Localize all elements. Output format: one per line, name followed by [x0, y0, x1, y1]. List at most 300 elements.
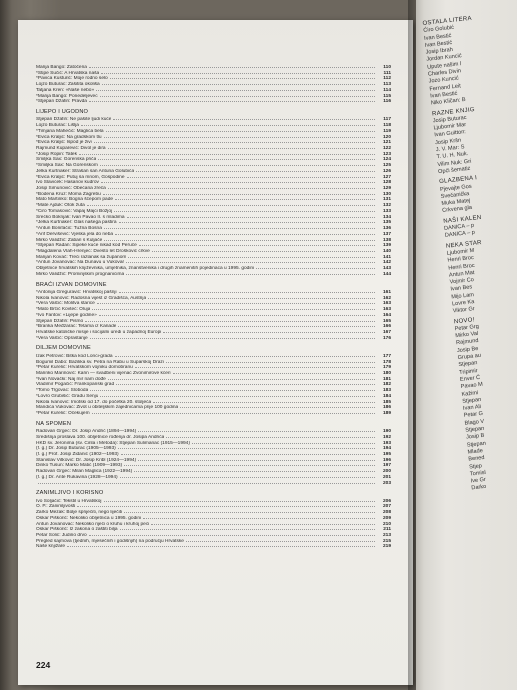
toc-entry-title: Oskar Piškorić: Iz zakona o zaštiti bilja	[36, 527, 118, 533]
toc-entry-title: Radovan Grgec: Dr. Josip Andrić (1894—1994)	[36, 429, 137, 435]
toc-entry-title: Jelka Kurtnaker: Strašan san Antuna Golubića	[36, 168, 135, 174]
right-page-line: Mlade	[467, 447, 484, 456]
dot-leader	[124, 512, 375, 513]
toc-page-number: 207	[382, 504, 391, 510]
toc-page-number: 143	[382, 266, 391, 272]
toc-entry-title: *Petar Kurelić: Očekujem	[36, 410, 90, 416]
right-page-text	[422, 7, 517, 494]
toc-page-number: 111	[383, 70, 391, 76]
dot-leader	[138, 431, 375, 432]
toc-page-number: 186	[382, 405, 391, 411]
section-heading: ZANIMLJIVO I KORISNO	[36, 490, 104, 497]
toc-page-number: 137	[382, 231, 391, 237]
dot-leader	[101, 73, 375, 74]
toc-page-number: 116	[383, 99, 391, 105]
dot-leader	[118, 448, 375, 449]
toc-page-number: 210	[382, 521, 391, 527]
toc-page-number: 141	[382, 254, 391, 260]
toc-page-number: 115	[383, 93, 391, 99]
toc-page-number: 124	[382, 157, 391, 163]
toc-page-number: 144	[382, 271, 391, 277]
toc-entry-title: *Tomo Trgovac: Sloboda	[36, 388, 89, 394]
toc-entry-title: Ivo Slavicek: Hasanov kudrov	[36, 180, 99, 186]
dot-leader	[96, 90, 375, 91]
dot-leader	[126, 274, 375, 275]
toc-entry-title: Mirko Validžić: Zabari s Kuljače	[36, 237, 103, 243]
right-page-line: Stjepan	[462, 396, 482, 405]
toc-page-number: 193	[382, 440, 391, 446]
dot-leader	[106, 131, 375, 132]
toc-entry-title: Hrvatske katoličke misije i socijalni uredi u zapadnoj Europi	[36, 329, 162, 335]
dot-leader	[127, 177, 375, 178]
toc-entry-title: Mandica Vukovac: Život u obiteljskim zajednicama prije 100 godina	[36, 405, 179, 411]
right-page-heading: OSTALA LITERA	[422, 15, 473, 27]
dot-leader	[163, 332, 375, 333]
toc-entry-title: Marinko Marinović: Karin — svadbeni vijenac Zvonimirove kćeri	[36, 370, 171, 376]
toc-page-number: 206	[382, 498, 391, 504]
dot-leader	[124, 465, 375, 466]
toc-page-number: 167	[382, 329, 391, 335]
dot-leader	[90, 338, 375, 339]
right-page-line: Tomisl	[469, 469, 487, 478]
right-page-line: Mirko Val	[455, 331, 479, 340]
toc-page-number: 185	[382, 399, 391, 405]
dot-leader	[89, 101, 375, 102]
toc-page-number: 219	[382, 544, 391, 550]
right-page-line: Henri Broc	[447, 255, 475, 264]
toc-entry-title: Središnja proslava 100. obljetnice rođenja dr. Josipa Andrića	[36, 434, 165, 440]
right-page-line: Darko	[471, 484, 487, 492]
toc-entry-title: Ivo Soljačić: Tekstil u Hrvatskoj	[36, 498, 102, 504]
dot-leader	[92, 413, 375, 414]
toc-page-number: 208	[382, 510, 391, 516]
toc-entry-title: *Vera Valčić: Oprastanje	[36, 335, 88, 341]
toc-entry-title: Nikola Ivanović: Radosna vijest iz Gradišća, Austrija	[36, 295, 147, 301]
toc-entry-title: *Ivo Fantov: «Lijepe godine»	[36, 312, 97, 318]
toc-entry-title: *Magdalena Vlah-Hrenjec: Dvesto let Drošković crkve	[36, 248, 150, 254]
dot-leader	[121, 454, 375, 455]
toc-entry-title: *Arif Dervišević: Vjeska jela do neba	[36, 231, 114, 237]
toc-entry-title: Radovan Grgec: Milan Maglica (1922—1994)	[36, 469, 133, 475]
toc-page-number: 195	[382, 451, 391, 457]
toc-entry	[36, 411, 391, 417]
toc-page-number: 163	[382, 307, 391, 313]
toc-entry-title: Oskar Piškorić: Nekoliko obljetnica u 1995. godini	[36, 515, 142, 521]
toc-page-number: 200	[382, 469, 391, 475]
right-page-line: Vilim Nuk: Gri	[437, 158, 472, 168]
toc-entry-title: *Josip Ropin: Tatek	[36, 151, 77, 157]
toc-page-number: 190	[382, 429, 391, 435]
dot-leader	[38, 483, 375, 484]
left-page	[18, 20, 413, 685]
dot-leader	[87, 205, 375, 206]
dot-leader	[115, 356, 375, 357]
right-page-line: Ljubomir Mar	[433, 122, 467, 132]
dot-leader	[77, 506, 375, 507]
right-page-line: Bened	[468, 455, 485, 463]
dot-leader	[79, 154, 375, 155]
right-page-line: DANICA – p	[443, 222, 475, 232]
toc-page-number: 139	[382, 243, 391, 249]
right-page-line: Henri Broc	[447, 262, 475, 272]
toc-page-number: 134	[382, 214, 391, 220]
dot-leader	[81, 125, 375, 126]
toc-entry	[36, 336, 391, 342]
dot-leader	[98, 159, 375, 160]
right-page-line: Ivan Bestić	[424, 39, 453, 49]
dot-leader	[104, 501, 376, 502]
right-page-line: Ivan Bestić	[429, 90, 458, 100]
toc-entry-title: Obljetnice hrvatskih književnika, umjetnika, znanstvenika i drugih znamenitih pojedinaca u 1995. godini	[36, 266, 255, 272]
page-number: 224	[36, 660, 51, 670]
toc-page-number: 182	[382, 382, 391, 388]
right-page-line: Stjep	[468, 462, 483, 471]
toc-page-number: 119	[383, 128, 391, 134]
dot-leader	[85, 321, 375, 322]
toc-entry-title: Mato Martinko: Bogna ščepom pade	[36, 197, 114, 203]
toc-entry-title: *Ivan Novački: Naj mir nam dođe	[36, 376, 106, 382]
dot-leader	[138, 460, 375, 461]
dot-leader	[100, 96, 375, 97]
toc-entry-title: *Smiljka Sax: Na Gorenskom	[36, 163, 98, 169]
toc-page-number: 211	[383, 527, 391, 533]
dot-leader	[120, 477, 375, 478]
toc-entry-title: *Evica Kraljić: Na gradskom tlu	[36, 134, 102, 140]
toc-entry-title: Izak Petrović: Bitka kod Lonci-grada	[36, 353, 113, 359]
toc-page-number: 197	[382, 463, 391, 469]
right-page-line: Mijo Lam	[451, 291, 475, 301]
toc-entry-title: Marija Bango: Zatočena	[36, 65, 87, 70]
toc-entry-title: Smiljka Sax: Gorenska priča	[36, 157, 97, 163]
right-page	[416, 0, 517, 690]
toc-entry-title: Josip Šimunović: Obećana zreča	[36, 186, 106, 192]
toc-entry-title: *Stjepan Radan: Sipeke kuće nikad kod Peruče	[36, 243, 137, 249]
toc-entry-title: *Marija Bango: Ponedeljevec	[36, 93, 98, 99]
toc-page-number: 180	[382, 370, 391, 376]
dot-leader	[89, 67, 375, 68]
toc-page-number: 181	[382, 376, 391, 382]
dot-leader	[108, 148, 375, 149]
dot-leader	[103, 194, 375, 195]
toc-entry	[36, 99, 391, 105]
right-page-line: Petar Grg	[454, 323, 480, 333]
right-page-line: Ivan Guitton:	[434, 129, 467, 139]
toc-entry-title: (f. g.) Prof. Josip Židanić (1902—1993)	[36, 451, 119, 457]
toc-entry-title: *Ciro Tomasović: Vapaj Majci Božjoj	[36, 208, 113, 214]
dot-leader	[102, 84, 375, 85]
dot-leader	[113, 119, 375, 120]
right-page-line: Niko Kličan: B	[430, 97, 466, 107]
right-page-line: Enver Ć	[459, 374, 481, 383]
toc-page-number: 163	[382, 301, 391, 307]
right-page-heading: NAŠI KALEN	[443, 214, 482, 225]
toc-entry-title: *Stjepan Džafiri: Pravda	[36, 99, 87, 105]
section-heading: NA SPOMEN	[36, 420, 72, 427]
right-page-line: Ivan Ali	[462, 404, 482, 412]
toc-entry	[36, 544, 391, 550]
dot-leader	[108, 379, 375, 380]
right-page-line: Stjepan	[465, 425, 485, 434]
toc-page-number: 135	[382, 220, 391, 226]
toc-entry-title: *Timjana Mahečić: Maglica bela	[36, 128, 104, 134]
right-page-line: Jordan Kuncić	[426, 53, 463, 64]
toc-entry-title: Nikola Ivanović: Imotski od 17. do početka 20. stoljeća	[36, 399, 152, 405]
dot-leader	[119, 292, 375, 293]
dot-leader	[135, 367, 375, 368]
right-page-line: Josip Ibrah	[425, 47, 454, 56]
dot-leader	[134, 471, 375, 472]
section-heading: LIJEPO I UGODNO	[36, 109, 89, 116]
dot-leader	[97, 303, 375, 304]
toc-page-number: 136	[382, 226, 391, 232]
toc-page-number: 110	[383, 65, 391, 70]
dot-leader	[115, 199, 375, 200]
toc-page-number: 209	[382, 515, 391, 521]
right-page-line: Viktor Gr	[452, 306, 476, 315]
dot-leader	[126, 262, 375, 263]
right-page-line: Charles Divin	[427, 68, 462, 78]
dot-leader	[256, 268, 375, 269]
right-page-line: Ivan Bestić	[423, 32, 452, 42]
dot-leader	[94, 142, 375, 143]
toc-entry-title: HKD sv. Jeronima (sv. Ćirila i Metoda): Stjepan Sulimanac (1915—1994)	[36, 440, 190, 446]
dot-leader	[118, 326, 375, 327]
toc-entry-title: Naše knjižare	[36, 544, 66, 550]
toc-page-number: 184	[382, 393, 391, 399]
right-page-line: Crkvena gla	[442, 205, 473, 215]
toc-page-number: 189	[382, 410, 391, 416]
dot-leader	[136, 171, 375, 172]
toc-page-number: 113	[383, 82, 391, 88]
toc-entry	[36, 481, 391, 487]
toc-entry-title: *Antonija Greguravić: Hrvatskoj pašnji	[36, 289, 117, 295]
toc-entry-title: *Evica Kraljić: Putuj sa mnom, Gospodine	[36, 174, 125, 180]
toc-entry-title: Srećko Boknjak: Ivan Pavao II. s mladima	[36, 214, 125, 220]
right-page-line: Muka Matej	[441, 198, 471, 208]
toc-entry-title: Antun Jovanovac: Nekoliko riječi o kruhu i kruhoj peći	[36, 521, 150, 527]
toc-entry-title: *Mate Ajduk: Otok žuta	[36, 203, 85, 209]
right-page-line: Stjepan	[458, 360, 478, 369]
toc-entry-title: *Petar Kurelić: Hrvatskom vojniku domobranu	[36, 365, 133, 371]
right-page-line: Ćiro Golubić	[423, 25, 455, 35]
toc-page-number: 121	[382, 140, 391, 146]
toc-entry-title: *Jelka Kurtnaker: Glas našega pastira	[36, 220, 117, 226]
dot-leader	[104, 137, 375, 138]
toc-entry-title: Lojzo Buturac: Lišlja	[36, 123, 79, 129]
dot-leader	[104, 240, 375, 241]
dot-leader	[99, 315, 375, 316]
right-page-line: Ive Gr	[470, 476, 487, 485]
dot-leader	[166, 437, 375, 438]
section-heading: DILJEM DOMOVINE	[36, 345, 91, 352]
toc-page-number: 112	[383, 76, 391, 82]
toc-page-number: 178	[382, 359, 391, 365]
dot-leader	[101, 182, 375, 183]
toc-page-number: 162	[382, 295, 391, 301]
right-page-line: Ivan Bes	[450, 284, 473, 293]
toc-entry-title: Dinko Tusun: Marko Matić (1909—1993)	[36, 463, 123, 469]
toc-entry-title: Stjepan Džafiri: Ne pašite ljudi kuće	[36, 117, 112, 123]
right-page-line: Josip B	[465, 433, 485, 441]
toc-page-number: 125	[382, 163, 391, 169]
toc-page-number: 177	[382, 353, 391, 359]
right-page-line: Pavao M	[460, 381, 484, 391]
toc-page-number: 133	[382, 208, 391, 214]
right-page-line: Opći šematiz	[437, 165, 471, 176]
toc-entry-title: Pregled sajmova (tjednih, mjesečnih i godišnjih) na području Hrvatske	[36, 538, 184, 544]
table-of-contents	[36, 65, 391, 550]
toc-entry-title: Tatjana Kren: «Naše nebo»	[36, 87, 95, 93]
toc-entry-title: *Vera Valčić: Molitva starice	[36, 301, 95, 307]
toc-entry-title: *Mato Brčić Kovteć: Oluja	[36, 307, 91, 313]
dot-leader	[110, 78, 375, 79]
dot-leader	[90, 390, 375, 391]
toc-page-number: 120	[382, 134, 391, 140]
dot-leader	[114, 211, 375, 212]
toc-page-number: 176	[382, 335, 391, 341]
toc-page-number: 130	[382, 191, 391, 197]
dot-leader	[89, 535, 375, 536]
right-page-line: Josip Buturac	[432, 114, 467, 125]
toc-page-number: 138	[382, 237, 391, 243]
toc-page-number: 129	[382, 186, 391, 192]
toc-entry-title: Lojzo Buturac: Zašitita okoliša	[36, 82, 100, 88]
dot-leader	[100, 396, 375, 397]
right-page-heading: GLAZBENA I	[438, 175, 478, 186]
right-page-line: Stjepan	[466, 440, 487, 449]
dot-leader	[115, 234, 375, 235]
dot-leader	[143, 518, 375, 519]
toc-page-number: 213	[382, 532, 391, 538]
toc-page-number: 142	[382, 260, 391, 266]
dot-leader	[67, 546, 375, 547]
dot-leader	[108, 188, 375, 189]
dot-leader	[104, 228, 375, 229]
toc-entry-title: (f. g.) Dr. Ante Rukavina (1928—1994)	[36, 474, 118, 480]
dot-leader	[116, 384, 375, 385]
toc-page-number: 215	[382, 538, 391, 544]
right-page-line: Grupa au	[457, 352, 482, 362]
dot-leader	[152, 251, 375, 252]
right-page-line: Rajmund	[455, 338, 479, 347]
right-page-line: Antun Mat	[448, 269, 475, 279]
dot-leader	[153, 402, 375, 403]
toc-entry-title: *Stipe Sučić: A Hrvatska naša	[36, 70, 100, 76]
toc-page-number: 164	[382, 312, 391, 318]
right-page-line: Kažimi	[461, 389, 479, 398]
right-page-heading: NOVO!	[453, 316, 475, 325]
dot-leader	[173, 373, 375, 374]
toc-entry-title: *Evica Kraljić: Ispod je živi	[36, 140, 92, 146]
dot-leader	[186, 541, 375, 542]
toc-page-number: 179	[382, 365, 391, 371]
toc-entry-title: O. P.: Zanimljivosti	[36, 504, 76, 510]
dot-leader	[166, 362, 375, 363]
toc-entry	[36, 272, 391, 278]
dot-leader	[151, 524, 375, 525]
toc-page-number: 128	[382, 180, 391, 186]
toc-page-number: 203	[382, 480, 391, 486]
toc-page-number: 196	[382, 457, 391, 463]
toc-entry-title: Petar Solić: Judino drvo	[36, 532, 87, 538]
section-heading: BRAĆI IZVAN DOMOVINE	[36, 281, 107, 288]
right-page-line: J. V. Mar: S	[435, 144, 465, 154]
toc-page-number: 192	[382, 434, 391, 440]
right-page-line: Pjevajte Gos	[439, 183, 472, 193]
toc-page-number: 194	[382, 446, 391, 452]
toc-entry-title: *Pavica Kusturić: Moje rodno selo	[36, 76, 108, 82]
toc-entry-title: *Bodena Kruz: Moma Zagrebu	[36, 191, 101, 197]
dot-leader	[139, 245, 375, 246]
right-page-line: Blago V	[464, 418, 485, 427]
toc-entry-title: *Branka Međzarac: Tetama iz Kanade	[36, 324, 117, 330]
right-page-heading: RAZNE KNJIG	[431, 106, 476, 118]
dot-leader	[192, 443, 375, 444]
toc-page-number: 117	[383, 117, 391, 123]
toc-page-number: 131	[382, 197, 391, 203]
toc-entry-title: *Lovro Grubišić: Gradu Senju	[36, 393, 99, 399]
toc-entry-title: Marijan Kovač: Treći razlanak sa županom	[36, 254, 127, 260]
toc-page-number: 166	[382, 324, 391, 330]
toc-entry-title: Stjepan Džafiri: Pismo	[36, 318, 84, 324]
dot-leader	[120, 529, 375, 530]
toc-page-number: 140	[382, 248, 391, 254]
right-page-line: Josip Be	[456, 345, 479, 354]
right-page-line: Vojmir Co	[449, 277, 475, 286]
dot-leader	[92, 309, 375, 310]
dot-leader	[128, 257, 375, 258]
toc-entry-title: *Antun Jovanovac: Na Dunavu u Vukovar	[36, 260, 125, 266]
toc-page-number: 123	[382, 151, 391, 157]
right-page-line: Fernand Leit	[429, 83, 462, 93]
toc-entry-title: Bogumil Dabo: Bazilika sv. Petra na Rabu u Suparskoj Drazi	[36, 359, 164, 365]
toc-page-number: 165	[382, 318, 391, 324]
toc-page-number: 122	[382, 146, 391, 152]
toc-page-number: 161	[382, 289, 391, 295]
right-page-line: Ljubomir M	[446, 247, 475, 257]
dot-leader	[148, 298, 375, 299]
dot-leader	[119, 222, 375, 223]
right-page-line: Lovre Ka	[451, 299, 475, 308]
toc-page-number: 201	[382, 474, 391, 480]
toc-entry-title: Vladimir Pogačić: Frankopanski grad	[36, 382, 115, 388]
right-page-line: T. U. H. Nuk.	[436, 151, 469, 161]
toc-page-number: 114	[383, 87, 391, 93]
right-page-line: Jozo Kuncić	[428, 75, 460, 86]
dot-leader	[180, 407, 375, 408]
toc-entry-title: Žarko Mezak: Bolje spriječiti, nego liječiti	[36, 510, 123, 516]
right-page-line: Tripimir	[458, 367, 478, 376]
right-page-line: Petar G	[463, 411, 484, 420]
right-page-line: Upute našim l	[426, 60, 462, 71]
toc-entry-title: *Antun Bonifačić: Tužna Bosna	[36, 226, 102, 232]
toc-entry-title: Mirko Validžić: Prominjskim prognanicima	[36, 271, 125, 277]
right-page-heading: NEKA STAR	[445, 239, 483, 250]
toc-page-number: 132	[382, 203, 391, 209]
right-page-line: Svečanička	[440, 190, 470, 200]
toc-page-number: 126	[382, 168, 391, 174]
toc-entry-title: Rajmund Kuparević: Divol je dira	[36, 146, 106, 152]
toc-entry-title: (f. g.) Dr. Josip Buturac (1905—1993)	[36, 446, 116, 452]
right-page-line: Josip Kršn	[434, 137, 462, 147]
dot-leader	[127, 217, 375, 218]
toc-entry-title: Stanislav Vitković: Dr. Josip Kribl (1924—1994)	[36, 457, 137, 463]
toc-page-number: 183	[382, 388, 391, 394]
toc-page-number: 118	[383, 123, 391, 129]
right-page-line: DANICA – p	[444, 229, 476, 240]
dot-leader	[100, 165, 375, 166]
toc-page-number: 127	[382, 174, 391, 180]
